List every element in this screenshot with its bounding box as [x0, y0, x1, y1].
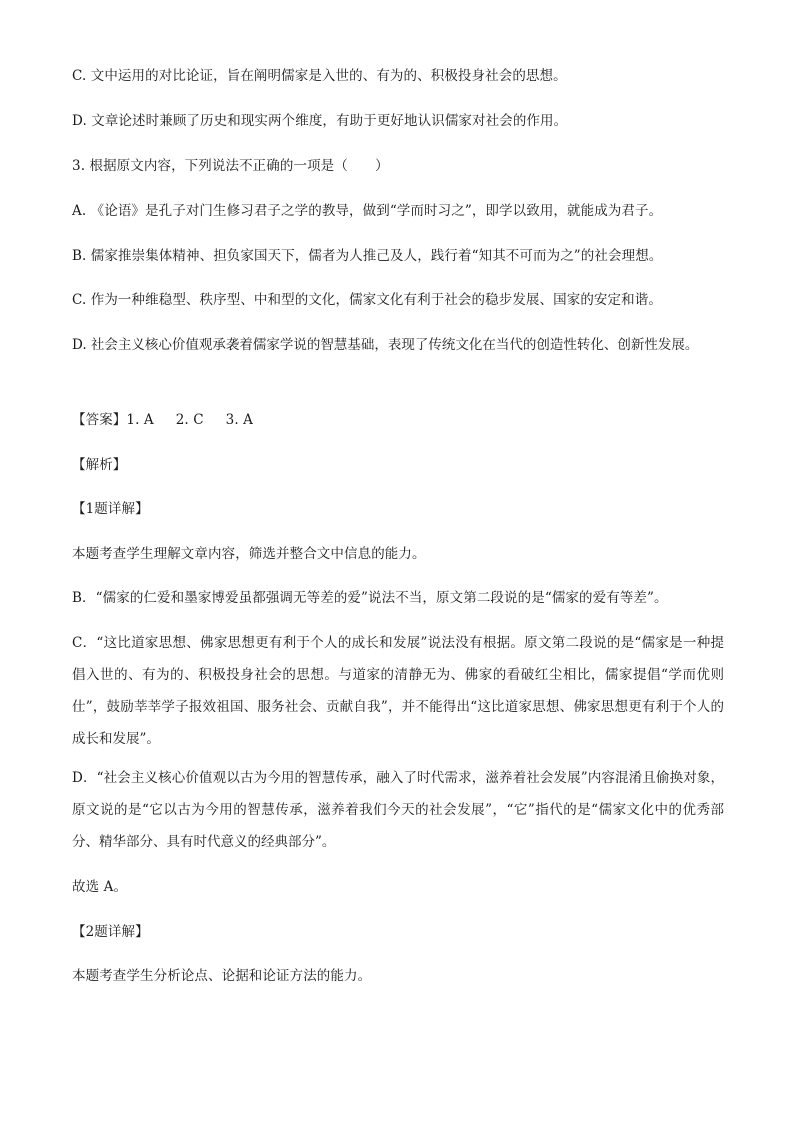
answer-2: 2. C	[175, 412, 204, 428]
detail1-option-d: D．“社会主义核心价值观以古为今用的智慧传承，融入了时代需求，滋养着社会发展”内容混淆且偷换对象，原文说的是“它以古为今用的智慧传承，滋养着我们今天的社会发展”，“它”指代的是“儒家文化中的优秀部分、精华部分、具有时代意义的经典部分”。	[72, 770, 724, 850]
q3-stem: 3. 根据原文内容，下列说法不正确的一项是（ ）	[72, 158, 389, 174]
detail2-intro: 本题考查学生分析论点、论据和论证方法的能力。	[72, 968, 372, 984]
analysis-label: 【解析】	[72, 457, 127, 473]
q3-option-a: A. 《论语》是孔子对门生修习君子之学的教导，做到“学而时习之”，即学以致用，就能成为君子。	[72, 203, 663, 219]
q3-option-b: B. 儒家推崇集体精神、担负家国天下，儒者为人推己及人，践行着“知其不可而为之”的社会理想。	[72, 248, 663, 264]
answer-label: 【答案】	[72, 412, 127, 428]
q2-option-d: D. 文章论述时兼顾了历史和现实两个维度，有助于更好地认识儒家对社会的作用。	[72, 113, 568, 129]
detail1-conclusion: 故选 A。	[72, 879, 128, 895]
answer-3: 3. A	[225, 412, 253, 428]
q3-option-d: D. 社会主义核心价值观承袭着儒家学说的智慧基础，表现了传统文化在当代的创造性转化、创新性发展。	[72, 337, 699, 353]
detail1-option-b: B．“儒家的仁爱和墨家博爱虽都强调无等差的爱”说法不当，原文第二段说的是“儒家的爱有等差”。	[72, 590, 668, 606]
q3-option-c: C. 作为一种维稳型、秩序型、中和型的文化，儒家文化有利于社会的稳步发展、国家的安定和谐。	[72, 292, 662, 308]
answer-line	[72, 410, 722, 430]
detail1-option-c: C．“这比道家思想、佛家思想更有利于个人的成长和发展”说法没有根据。原文第二段说的是“儒家是一种提倡入世的、有为的、积极投身社会的思想。与道家的清静无为、佛家的看破红尘相比，儒家提倡“学而优则仕”，鼓励莘莘学子报效祖国、服务社会、贡献自我”，并不能得出“这比道家思想、佛家思想更有利于个人的成长和发展”。	[72, 635, 724, 747]
detail2-label: 【2题详解】	[72, 924, 149, 940]
detail1-intro: 本题考查学生理解文章内容，筛选并整合文中信息的能力。	[72, 546, 426, 562]
answer-1: 1. A	[126, 412, 154, 428]
detail1-label: 【1题详解】	[72, 501, 149, 517]
q2-option-c: C. 文中运用的对比论证，旨在阐明儒家是入世的、有为的、积极投身社会的思想。	[72, 68, 567, 84]
